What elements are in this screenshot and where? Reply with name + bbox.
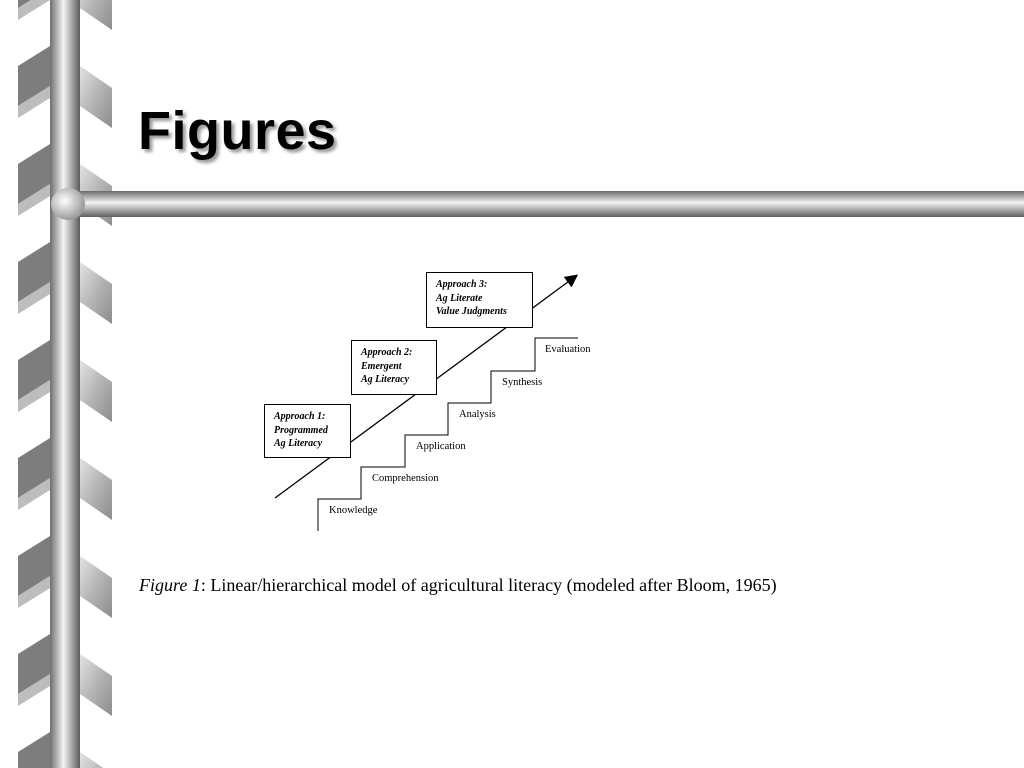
approach-1-line2: Programmed	[274, 424, 328, 436]
slide-title: Figures	[138, 101, 337, 161]
approach-3-box	[426, 272, 533, 328]
figure-caption-text: : Linear/hierarchical model of agricultural literacy (modeled after Bloom, 1965)	[200, 575, 777, 595]
approach-2-box	[351, 340, 437, 395]
figure-label: Figure 1	[139, 575, 201, 595]
step-application: Application	[416, 441, 466, 452]
step-analysis: Analysis	[459, 409, 496, 420]
step-knowledge: Knowledge	[329, 505, 378, 516]
approach-2-line2: Emergent	[361, 360, 402, 372]
approach-1-line3: Ag Literacy	[274, 438, 323, 449]
approach-1-box	[264, 404, 351, 458]
approach-3-line2: Ag Literate	[436, 292, 483, 304]
approach-3-title: Approach 3:	[436, 279, 488, 290]
step-evaluation: Evaluation	[545, 344, 591, 355]
figure-caption	[139, 575, 777, 596]
step-comprehension: Comprehension	[372, 473, 439, 484]
step-synthesis: Synthesis	[502, 377, 543, 388]
approach-2-title: Approach 2:	[361, 347, 413, 358]
approach-3-line3: Value Judgments	[436, 306, 507, 317]
approach-2-line3: Ag Literacy	[361, 374, 410, 385]
approach-1-title: Approach 1:	[274, 411, 326, 422]
